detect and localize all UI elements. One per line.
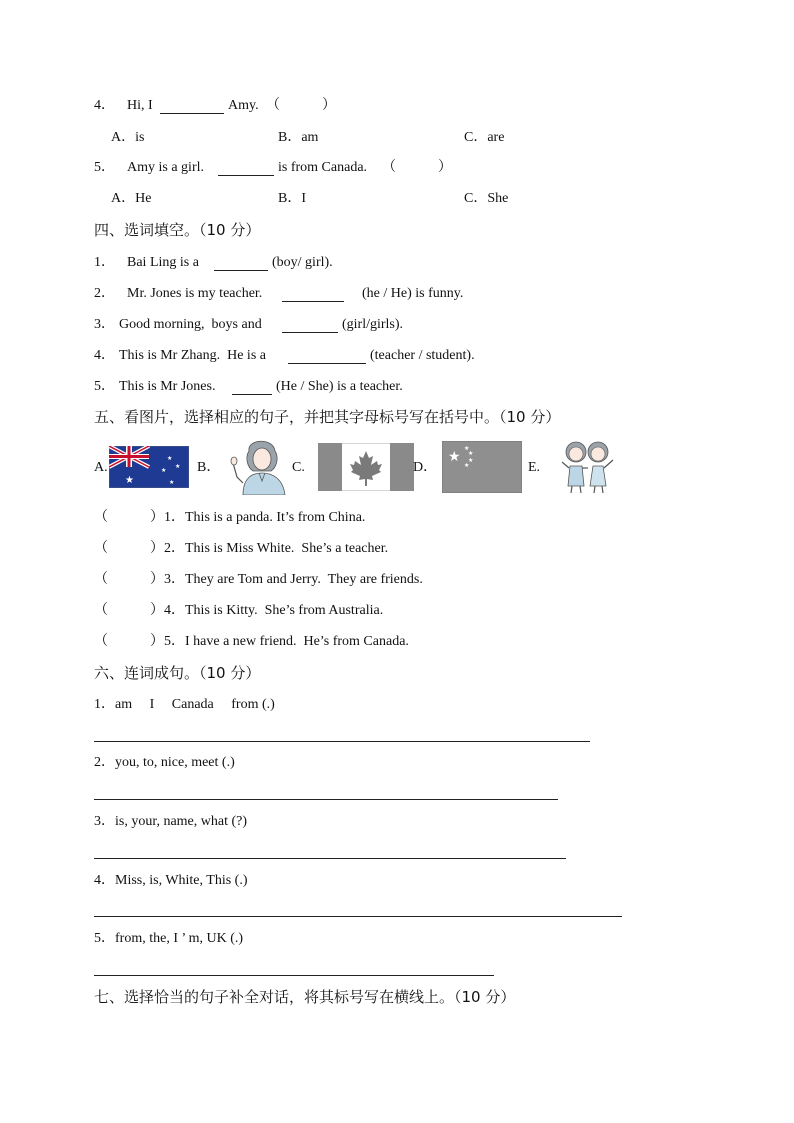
two-children-icon bbox=[560, 438, 616, 494]
s4-item5-text: This is Mr Jones. bbox=[119, 379, 216, 394]
picture-label-b: B． bbox=[197, 460, 221, 475]
svg-text:★: ★ bbox=[468, 450, 474, 457]
s6-item5-answer-line[interactable] bbox=[94, 975, 494, 976]
s6-item1-words: 1．am I Canada from (.) bbox=[94, 697, 275, 712]
q5-text-before: Amy is a girl. bbox=[127, 160, 204, 175]
canada-flag-icon bbox=[318, 443, 414, 491]
svg-text:★: ★ bbox=[448, 449, 461, 465]
s4-item3-choices: (girl/girls). bbox=[342, 317, 404, 332]
teacher-woman-icon bbox=[229, 437, 293, 495]
s4-item5-choices: (He / She) is a teacher. bbox=[276, 379, 403, 394]
q4-text-before: Hi, I bbox=[127, 98, 153, 113]
s4-item1-choices: (boy/ girl). bbox=[272, 255, 333, 270]
s4-item5-number: 5． bbox=[94, 379, 115, 394]
picture-label-c: C. bbox=[292, 460, 305, 475]
s6-item3-answer-line[interactable] bbox=[94, 858, 566, 859]
s6-item3-words: 3．is, your, name, what (?) bbox=[94, 814, 248, 829]
s4-item4-number: 4． bbox=[94, 348, 115, 363]
s4-item1-text: Bai Ling is a bbox=[127, 255, 199, 270]
picture-label-a: A. bbox=[94, 460, 108, 475]
s4-item4-choices: (teacher / student). bbox=[370, 348, 475, 363]
s4-item1-blank[interactable] bbox=[214, 270, 268, 271]
picture-label-d: D． bbox=[413, 460, 438, 475]
section6-heading: 六、连词成句。（10 分） bbox=[94, 664, 261, 682]
svg-text:★: ★ bbox=[167, 455, 173, 462]
q4-answer-paren[interactable]: （ ） bbox=[266, 98, 336, 113]
q5-number: 5． bbox=[94, 160, 115, 175]
s4-item3-number: 3． bbox=[94, 317, 115, 332]
q4-blank[interactable] bbox=[160, 113, 224, 114]
section5-heading: 五、看图片，选择相应的句子，并把其字母标号写在括号中。（10 分） bbox=[94, 408, 561, 426]
s5-item5-text: 5．I have a new friend. He’s from Canada. bbox=[164, 634, 409, 649]
s6-item2-answer-line[interactable] bbox=[94, 799, 558, 800]
q5-answer-paren[interactable]: （ ） bbox=[382, 160, 452, 175]
s5-item2-answer-paren[interactable]: （ ） bbox=[94, 541, 164, 556]
s4-item4-blank[interactable] bbox=[288, 363, 366, 364]
s6-item5-words: 5．from, the, I ’ m, UK (.) bbox=[94, 931, 244, 946]
s4-item2-choices: (he / He) is funny. bbox=[362, 286, 464, 301]
s4-item5-blank[interactable] bbox=[232, 394, 272, 395]
q5-blank[interactable] bbox=[218, 175, 274, 176]
svg-text:★: ★ bbox=[464, 462, 470, 469]
s5-item4-text: 4．This is Kitty. She’s from Australia. bbox=[164, 603, 384, 618]
s5-item1-answer-paren[interactable]: （ ） bbox=[94, 510, 164, 525]
q5-option-b: B．I bbox=[278, 191, 306, 206]
s6-item4-answer-line[interactable] bbox=[94, 916, 622, 917]
section4-heading: 四、选词填空。（10 分） bbox=[94, 221, 261, 239]
s5-item2-text: 2．This is Miss White. She’s a teacher. bbox=[164, 541, 389, 556]
s5-item1-text: 1．This is a panda. It’s from China. bbox=[164, 510, 366, 525]
s6-item4-words: 4．Miss, is, White, This (.) bbox=[94, 873, 248, 888]
q4-option-c: C．are bbox=[464, 130, 505, 145]
china-flag-icon bbox=[442, 441, 522, 493]
q4-option-b: B．am bbox=[278, 130, 319, 145]
svg-text:★: ★ bbox=[169, 479, 175, 486]
s4-item4-text: This is Mr Zhang. He is a bbox=[119, 348, 266, 363]
s5-item5-answer-paren[interactable]: （ ） bbox=[94, 634, 164, 649]
s5-item4-answer-paren[interactable]: （ ） bbox=[94, 603, 164, 618]
picture-label-e: E. bbox=[528, 460, 541, 475]
svg-text:★: ★ bbox=[161, 467, 167, 474]
s4-item2-text: Mr. Jones is my teacher. bbox=[127, 286, 263, 301]
s5-item3-text: 3．They are Tom and Jerry. They are friends. bbox=[164, 572, 423, 587]
q5-option-c: C．She bbox=[464, 191, 509, 206]
s4-item1-number: 1． bbox=[94, 255, 115, 270]
q4-text-after: Amy. bbox=[228, 98, 259, 113]
svg-text:★: ★ bbox=[464, 445, 470, 452]
s4-item3-text: Good morning, boys and bbox=[119, 317, 262, 332]
svg-text:★: ★ bbox=[175, 463, 181, 470]
s6-item1-answer-line[interactable] bbox=[94, 741, 590, 742]
q4-number: 4． bbox=[94, 98, 115, 113]
s6-item2-words: 2．you, to, nice, meet (.) bbox=[94, 755, 235, 770]
q4-option-a: A．is bbox=[111, 130, 145, 145]
q5-option-a: A．He bbox=[111, 191, 152, 206]
s4-item2-number: 2． bbox=[94, 286, 115, 301]
q5-text-after: is from Canada. bbox=[278, 160, 368, 175]
section7-heading: 七、选择恰当的句子补全对话，将其标号写在横线上。（10 分） bbox=[94, 988, 516, 1006]
s5-item3-answer-paren[interactable]: （ ） bbox=[94, 572, 164, 587]
s4-item2-blank[interactable] bbox=[282, 301, 344, 302]
svg-text:★: ★ bbox=[125, 475, 134, 486]
australia-flag-icon bbox=[109, 446, 189, 488]
svg-text:★: ★ bbox=[468, 457, 474, 464]
s4-item3-blank[interactable] bbox=[282, 332, 338, 333]
